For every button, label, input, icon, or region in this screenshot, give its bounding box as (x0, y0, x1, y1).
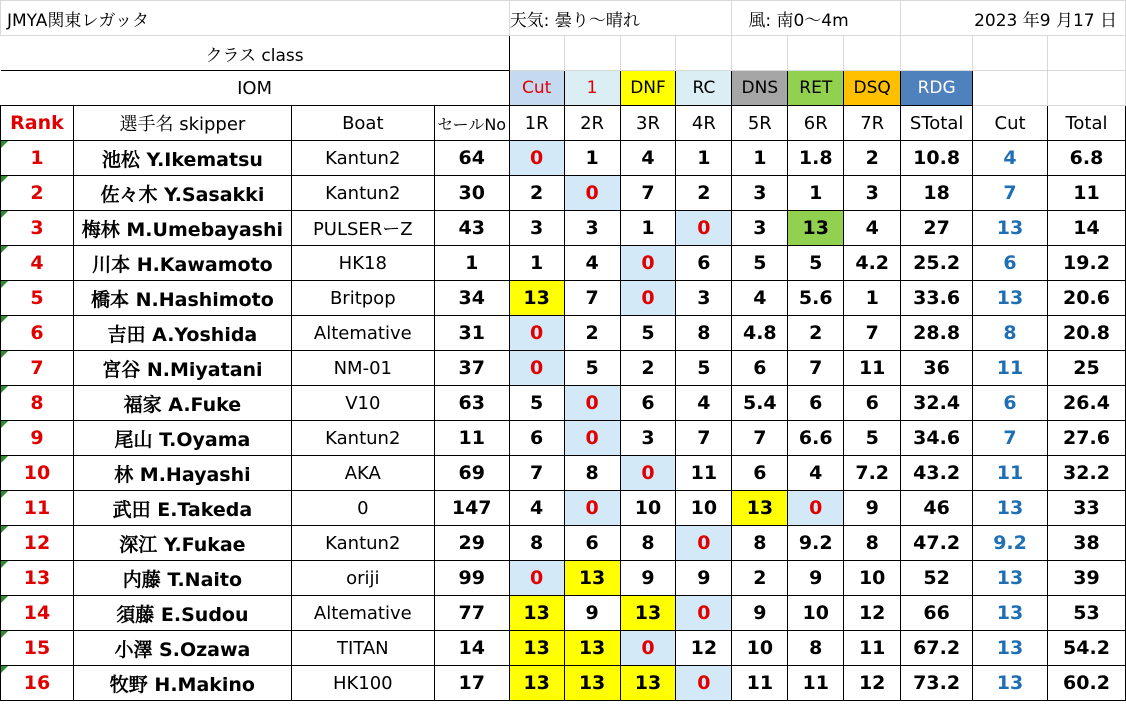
sail-no-cell: 29 (434, 526, 509, 561)
boat-cell: PULSERーZ (291, 211, 434, 246)
race-3-score: 2 (620, 351, 676, 386)
race-3-score: 13 (620, 596, 676, 631)
skipper-cell: 須藤 E.Sudou (73, 596, 291, 631)
sail-no-header: セールNo (434, 106, 509, 141)
legend-2: DNF (620, 71, 676, 106)
race-2-score: 0 (564, 491, 620, 526)
race-5-score: 10 (732, 631, 788, 666)
skipper-cell: 佐々木 Y.Sasakki (73, 176, 291, 211)
race-7-score: 9 (844, 491, 901, 526)
sail-no-cell: 43 (434, 211, 509, 246)
race-5-score: 4.8 (732, 316, 788, 351)
race-1-score: 5 (509, 386, 564, 421)
race-6-score: 8 (788, 631, 844, 666)
race-6-score: 9.2 (788, 526, 844, 561)
total-cell: 14 (1047, 211, 1125, 246)
race-6-score: 5.6 (788, 281, 844, 316)
skipper-cell: 吉田 A.Yoshida (73, 316, 291, 351)
stotal-cell: 25.2 (901, 246, 973, 281)
table-row (1, 631, 1126, 666)
sail-no-cell: 37 (434, 351, 509, 386)
race-7-score: 7.2 (844, 456, 901, 491)
total-cell: 27.6 (1047, 421, 1125, 456)
race-5-score: 6 (732, 456, 788, 491)
cut-cell: 13 (973, 666, 1048, 701)
race-2-score: 2 (564, 316, 620, 351)
race-5-score: 9 (732, 596, 788, 631)
race-1-header: 1R (509, 106, 564, 141)
race-1-score: 0 (509, 316, 564, 351)
race-4-score: 8 (676, 316, 732, 351)
regatta-title: JMYA関東レガッタ (1, 1, 510, 36)
total-cell: 39 (1047, 561, 1125, 596)
boat-cell: Kantun2 (291, 526, 434, 561)
sail-no-cell: 11 (434, 421, 509, 456)
table-row (1, 176, 1126, 211)
legend-6: DSQ (844, 71, 901, 106)
table-row (1, 281, 1126, 316)
race-5-score: 5 (732, 246, 788, 281)
race-1-score: 2 (509, 176, 564, 211)
sail-no-cell: 99 (434, 561, 509, 596)
weather-text: 天気: 曇り～晴れ (509, 1, 732, 36)
total-header: Total (1047, 106, 1125, 141)
total-cell: 33 (1047, 491, 1125, 526)
sail-no-cell: 77 (434, 596, 509, 631)
cut-cell: 9.2 (973, 526, 1048, 561)
total-cell: 54.2 (1047, 631, 1125, 666)
race-5-score: 3 (732, 176, 788, 211)
race-2-score: 9 (564, 596, 620, 631)
race-4-score: 2 (676, 176, 732, 211)
table-row (1, 491, 1126, 526)
race-7-score: 4 (844, 211, 901, 246)
race-5-score: 1 (732, 141, 788, 176)
race-4-score: 9 (676, 561, 732, 596)
skipper-cell: 牧野 H.Makino (73, 666, 291, 701)
race-5-score: 2 (732, 561, 788, 596)
race-3-score: 0 (620, 631, 676, 666)
rank-cell: 16 (1, 666, 74, 701)
race-5-score: 6 (732, 351, 788, 386)
race-5-score: 7 (732, 421, 788, 456)
race-6-score: 7 (788, 351, 844, 386)
race-4-score: 0 (676, 596, 732, 631)
race-6-score: 6.6 (788, 421, 844, 456)
race-1-score: 13 (509, 666, 564, 701)
race-7-score: 1 (844, 281, 901, 316)
boat-cell: Kantun2 (291, 141, 434, 176)
cut-cell: 7 (973, 176, 1048, 211)
race-3-score: 3 (620, 421, 676, 456)
race-6-score: 6 (788, 386, 844, 421)
skipper-cell: 小澤 S.Ozawa (73, 631, 291, 666)
race-3-score: 0 (620, 281, 676, 316)
table-row (1, 386, 1126, 421)
sail-no-cell: 63 (434, 386, 509, 421)
boat-cell: Britpop (291, 281, 434, 316)
table-row (1, 561, 1126, 596)
cut-cell: 7 (973, 421, 1048, 456)
sail-no-cell: 17 (434, 666, 509, 701)
date-text: 2023 年9 月17 日 (901, 1, 1126, 36)
total-cell: 53 (1047, 596, 1125, 631)
stotal-cell: 32.4 (901, 386, 973, 421)
race-4-score: 5 (676, 351, 732, 386)
table-row (1, 666, 1126, 701)
header-row (1, 106, 1126, 141)
total-cell: 60.2 (1047, 666, 1125, 701)
race-3-header: 3R (620, 106, 676, 141)
race-3-score: 1 (620, 211, 676, 246)
race-7-score: 12 (844, 596, 901, 631)
race-2-score: 3 (564, 211, 620, 246)
race-6-score: 1.8 (788, 141, 844, 176)
stotal-cell: 43.2 (901, 456, 973, 491)
race-1-score: 0 (509, 351, 564, 386)
race-6-score: 2 (788, 316, 844, 351)
race-2-score: 13 (564, 666, 620, 701)
rank-cell: 3 (1, 211, 74, 246)
skipper-header: 選手名 skipper (73, 106, 291, 141)
race-3-score: 9 (620, 561, 676, 596)
race-5-score: 4 (732, 281, 788, 316)
race-1-score: 3 (509, 211, 564, 246)
cut-cell: 13 (973, 561, 1048, 596)
stotal-cell: 66 (901, 596, 973, 631)
race-1-score: 1 (509, 246, 564, 281)
race-6-header: 6R (788, 106, 844, 141)
boat-cell: Kantun2 (291, 421, 434, 456)
race-6-score: 5 (788, 246, 844, 281)
title-row (1, 1, 1126, 36)
sail-no-cell: 31 (434, 316, 509, 351)
race-2-score: 6 (564, 526, 620, 561)
total-cell: 6.8 (1047, 141, 1125, 176)
race-7-header: 7R (844, 106, 901, 141)
cut-cell: 8 (973, 316, 1048, 351)
race-5-score: 3 (732, 211, 788, 246)
race-3-score: 10 (620, 491, 676, 526)
race-4-score: 0 (676, 666, 732, 701)
boat-header: Boat (291, 106, 434, 141)
stotal-cell: 27 (901, 211, 973, 246)
race-2-header: 2R (564, 106, 620, 141)
cut-cell: 13 (973, 596, 1048, 631)
race-5-header: 5R (732, 106, 788, 141)
race-6-score: 9 (788, 561, 844, 596)
race-3-score: 6 (620, 386, 676, 421)
sail-no-cell: 147 (434, 491, 509, 526)
stotal-cell: 46 (901, 491, 973, 526)
skipper-cell: 福家 A.Fuke (73, 386, 291, 421)
rank-cell: 2 (1, 176, 74, 211)
race-7-score: 6 (844, 386, 901, 421)
cut-cell: 4 (973, 141, 1048, 176)
rank-cell: 12 (1, 526, 74, 561)
race-4-score: 0 (676, 526, 732, 561)
legend-empty-b (1047, 71, 1125, 106)
stotal-header: STotal (901, 106, 973, 141)
table-row (1, 211, 1126, 246)
race-2-score: 0 (564, 421, 620, 456)
race-2-score: 0 (564, 386, 620, 421)
boat-cell: Altemative (291, 316, 434, 351)
race-6-score: 0 (788, 491, 844, 526)
cut-cell: 13 (973, 281, 1048, 316)
legend-7: RDG (901, 71, 973, 106)
race-3-score: 4 (620, 141, 676, 176)
race-3-score: 8 (620, 526, 676, 561)
class-legend-row (1, 71, 1126, 106)
race-3-score: 0 (620, 246, 676, 281)
cut-header: Cut (973, 106, 1048, 141)
race-7-score: 3 (844, 176, 901, 211)
boat-cell: NM-01 (291, 351, 434, 386)
stotal-cell: 34.6 (901, 421, 973, 456)
race-4-score: 12 (676, 631, 732, 666)
boat-cell: HK18 (291, 246, 434, 281)
class-value: IOM (1, 71, 510, 106)
boat-cell: TITAN (291, 631, 434, 666)
table-row (1, 246, 1126, 281)
race-4-score: 11 (676, 456, 732, 491)
sail-no-cell: 69 (434, 456, 509, 491)
table-row (1, 596, 1126, 631)
stotal-cell: 73.2 (901, 666, 973, 701)
sail-no-cell: 14 (434, 631, 509, 666)
stotal-cell: 28.8 (901, 316, 973, 351)
race-2-score: 1 (564, 141, 620, 176)
boat-cell: 0 (291, 491, 434, 526)
rank-cell: 5 (1, 281, 74, 316)
race-2-score: 7 (564, 281, 620, 316)
race-6-score: 11 (788, 666, 844, 701)
rank-cell: 1 (1, 141, 74, 176)
rank-cell: 6 (1, 316, 74, 351)
legend-empty-a (973, 71, 1048, 106)
class-label-row (1, 36, 1126, 71)
table-row (1, 316, 1126, 351)
rank-cell: 11 (1, 491, 74, 526)
skipper-cell: 梅林 M.Umebayashi (73, 211, 291, 246)
race-7-score: 11 (844, 351, 901, 386)
stotal-cell: 52 (901, 561, 973, 596)
skipper-cell: 川本 H.Kawamoto (73, 246, 291, 281)
sail-no-cell: 30 (434, 176, 509, 211)
rank-cell: 8 (1, 386, 74, 421)
race-1-score: 13 (509, 631, 564, 666)
race-7-score: 4.2 (844, 246, 901, 281)
race-1-score: 7 (509, 456, 564, 491)
cut-cell: 11 (973, 351, 1048, 386)
cut-cell: 13 (973, 631, 1048, 666)
boat-cell: Kantun2 (291, 176, 434, 211)
boat-cell: oriji (291, 561, 434, 596)
rank-cell: 7 (1, 351, 74, 386)
class-label: クラス class (1, 36, 510, 71)
race-4-score: 3 (676, 281, 732, 316)
legend-4: DNS (732, 71, 788, 106)
race-6-score: 4 (788, 456, 844, 491)
wind-text: 風: 南0～4m (732, 1, 901, 36)
legend-0: Cut (509, 71, 564, 106)
race-7-score: 11 (844, 631, 901, 666)
race-1-score: 4 (509, 491, 564, 526)
race-2-score: 5 (564, 351, 620, 386)
race-3-score: 0 (620, 456, 676, 491)
sail-no-cell: 34 (434, 281, 509, 316)
race-1-score: 8 (509, 526, 564, 561)
race-7-score: 7 (844, 316, 901, 351)
legend-5: RET (788, 71, 844, 106)
race-7-score: 10 (844, 561, 901, 596)
race-3-score: 13 (620, 666, 676, 701)
race-3-score: 7 (620, 176, 676, 211)
rank-cell: 15 (1, 631, 74, 666)
cut-cell: 13 (973, 211, 1048, 246)
skipper-cell: 深江 Y.Fukae (73, 526, 291, 561)
race-2-score: 13 (564, 561, 620, 596)
table-row (1, 456, 1126, 491)
skipper-cell: 内藤 T.Naito (73, 561, 291, 596)
race-6-score: 10 (788, 596, 844, 631)
stotal-cell: 10.8 (901, 141, 973, 176)
stotal-cell: 36 (901, 351, 973, 386)
skipper-cell: 池松 Y.Ikematsu (73, 141, 291, 176)
skipper-cell: 尾山 T.Oyama (73, 421, 291, 456)
legend-1: 1 (564, 71, 620, 106)
table-row (1, 141, 1126, 176)
race-4-score: 7 (676, 421, 732, 456)
race-6-score: 13 (788, 211, 844, 246)
race-1-score: 6 (509, 421, 564, 456)
boat-cell: Altemative (291, 596, 434, 631)
race-4-score: 6 (676, 246, 732, 281)
stotal-cell: 18 (901, 176, 973, 211)
race-7-score: 8 (844, 526, 901, 561)
rank-header: Rank (1, 106, 74, 141)
skipper-cell: 林 M.Hayashi (73, 456, 291, 491)
rank-cell: 14 (1, 596, 74, 631)
cut-cell: 13 (973, 491, 1048, 526)
cut-cell: 6 (973, 246, 1048, 281)
race-2-score: 0 (564, 176, 620, 211)
race-4-score: 0 (676, 211, 732, 246)
race-2-score: 13 (564, 631, 620, 666)
race-5-score: 13 (732, 491, 788, 526)
race-1-score: 0 (509, 141, 564, 176)
race-3-score: 5 (620, 316, 676, 351)
rank-cell: 13 (1, 561, 74, 596)
table-row (1, 526, 1126, 561)
skipper-cell: 橋本 N.Hashimoto (73, 281, 291, 316)
race-5-score: 8 (732, 526, 788, 561)
race-7-score: 12 (844, 666, 901, 701)
race-7-score: 5 (844, 421, 901, 456)
race-1-score: 13 (509, 281, 564, 316)
race-5-score: 5.4 (732, 386, 788, 421)
boat-cell: AKA (291, 456, 434, 491)
race-4-score: 1 (676, 141, 732, 176)
total-cell: 19.2 (1047, 246, 1125, 281)
table-row (1, 421, 1126, 456)
race-2-score: 8 (564, 456, 620, 491)
race-4-header: 4R (676, 106, 732, 141)
rank-cell: 10 (1, 456, 74, 491)
race-4-score: 4 (676, 386, 732, 421)
stotal-cell: 67.2 (901, 631, 973, 666)
cut-cell: 11 (973, 456, 1048, 491)
cut-cell: 6 (973, 386, 1048, 421)
skipper-cell: 武田 E.Takeda (73, 491, 291, 526)
total-cell: 25 (1047, 351, 1125, 386)
race-1-score: 0 (509, 561, 564, 596)
total-cell: 11 (1047, 176, 1125, 211)
table-row (1, 351, 1126, 386)
total-cell: 26.4 (1047, 386, 1125, 421)
sail-no-cell: 64 (434, 141, 509, 176)
total-cell: 32.2 (1047, 456, 1125, 491)
sail-no-cell: 1 (434, 246, 509, 281)
rank-cell: 4 (1, 246, 74, 281)
rank-cell: 9 (1, 421, 74, 456)
total-cell: 20.6 (1047, 281, 1125, 316)
boat-cell: HK100 (291, 666, 434, 701)
race-2-score: 4 (564, 246, 620, 281)
legend-3: RC (676, 71, 732, 106)
race-4-score: 10 (676, 491, 732, 526)
total-cell: 38 (1047, 526, 1125, 561)
race-7-score: 2 (844, 141, 901, 176)
boat-cell: V10 (291, 386, 434, 421)
skipper-cell: 宮谷 N.Miyatani (73, 351, 291, 386)
race-1-score: 13 (509, 596, 564, 631)
stotal-cell: 33.6 (901, 281, 973, 316)
total-cell: 20.8 (1047, 316, 1125, 351)
race-6-score: 1 (788, 176, 844, 211)
stotal-cell: 47.2 (901, 526, 973, 561)
race-5-score: 11 (732, 666, 788, 701)
